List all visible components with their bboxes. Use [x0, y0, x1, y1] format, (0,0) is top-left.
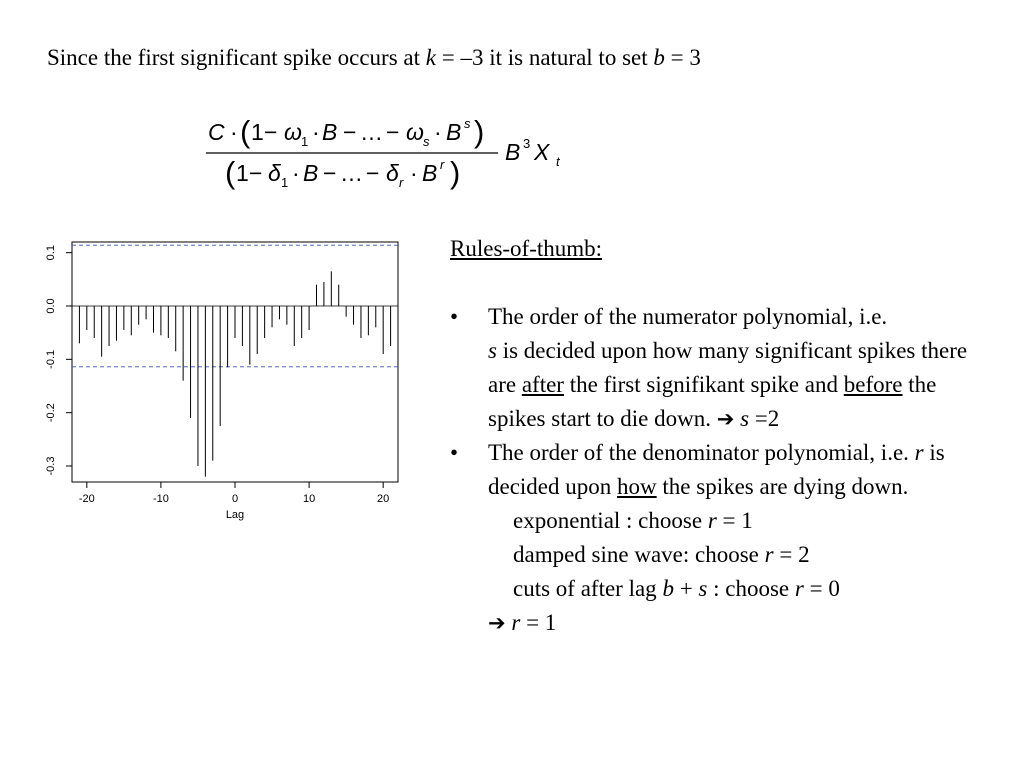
backshift-b: B: [303, 160, 319, 186]
backshift-b: B: [446, 119, 462, 145]
one: 1: [236, 160, 249, 186]
rule-denominator: [450, 436, 995, 504]
arrow-right-icon: ➔: [488, 611, 506, 635]
rule-text: = 1: [520, 610, 557, 635]
rule-text: =2: [749, 406, 780, 431]
series-x: X: [534, 139, 550, 165]
ellipsis: …: [360, 119, 383, 145]
ellipsis: …: [340, 160, 363, 186]
minus-sign: −: [366, 160, 380, 186]
plot-frame: [72, 242, 398, 482]
superscript-s: s: [464, 116, 471, 131]
emphasis-before: before: [843, 372, 903, 397]
dot-operator: ·: [292, 160, 300, 186]
minus-sign: −: [386, 119, 400, 145]
arrow-right-icon: ➔: [716, 407, 735, 431]
intro-text-3: = 3: [664, 45, 701, 70]
right-paren: ): [474, 114, 485, 149]
rule-cut-off: [450, 572, 995, 606]
rule-text: = 2: [773, 542, 810, 567]
intro-text-2: = –3 it is natural to set: [435, 45, 654, 70]
y-tick-label: 0.1: [45, 245, 57, 261]
variable-r: r: [794, 576, 804, 601]
delta-1: δ: [268, 160, 281, 186]
backshift-b: B: [505, 139, 521, 165]
y-tick-label: 0.0: [45, 298, 57, 314]
spacer: [450, 266, 995, 300]
left-paren: (: [240, 114, 251, 149]
dot-operator: ·: [312, 119, 320, 145]
rule-text: damped sine wave: choose: [513, 542, 765, 567]
rule-text: = 0: [803, 576, 840, 601]
variable-s: s: [488, 338, 497, 363]
rule-text: The order of the denominator polynomial, i.e.: [488, 440, 915, 465]
variable-r: r: [764, 542, 774, 567]
variable-b: b: [662, 576, 674, 601]
rule-text: is decided upon: [488, 440, 945, 499]
backshift-b: B: [422, 160, 438, 186]
rule-exponential: [450, 504, 995, 538]
variable-r: r: [707, 508, 717, 533]
subscript-r: r: [399, 175, 404, 190]
minus-sign: −: [323, 160, 337, 186]
bullet: •: [450, 440, 459, 465]
minus-sign: −: [264, 119, 278, 145]
formula-suffix: [505, 136, 561, 169]
minus-sign: −: [343, 119, 357, 145]
rule-text: +: [673, 576, 699, 601]
dot-operator: ·: [230, 119, 238, 145]
rule-text: exponential : choose: [513, 508, 708, 533]
rules-of-thumb: [450, 232, 995, 640]
rule-text: the first signifikant spike and: [563, 372, 844, 397]
transfer-function-formula: [200, 104, 580, 196]
variable-b: b: [653, 45, 665, 70]
rule-numerator: [450, 300, 995, 436]
rules-list: [450, 300, 995, 504]
omega-s: ω: [406, 119, 424, 145]
omega-1: ω: [284, 119, 302, 145]
variable-s: s: [740, 406, 750, 431]
backshift-b: B: [322, 119, 338, 145]
variable-r: r: [914, 440, 924, 465]
rule-text: The order of the numerator polynomial, i.e.: [488, 304, 888, 329]
rule-text: the spikes start to die down.: [488, 372, 937, 431]
rule-text: cuts of after lag: [513, 576, 663, 601]
subscript-1: 1: [301, 134, 309, 149]
rule-text: the spikes are dying down.: [656, 474, 909, 499]
left-paren: (: [225, 155, 236, 190]
emphasis-after: after: [521, 372, 564, 397]
x-tick-label: 0: [231, 493, 239, 505]
delta-r: δ: [386, 160, 399, 186]
x-tick-label: -10: [152, 493, 169, 505]
superscript-r: r: [440, 157, 445, 172]
rule-conclusion: [450, 606, 995, 640]
rule-text: : choose: [707, 576, 795, 601]
variable-k: k: [425, 45, 436, 70]
x-tick-label: 10: [302, 493, 316, 505]
rule-text: is decided upon how many significant spikes there are: [488, 338, 968, 397]
intro-sentence: [47, 44, 701, 72]
bullet: •: [450, 304, 459, 329]
dot-operator: ·: [434, 119, 442, 145]
x-tick-label: -20: [78, 493, 95, 505]
dot-operator: ·: [410, 160, 418, 186]
rule-text: = 1: [716, 508, 753, 533]
y-tick-label: -0.2: [45, 403, 57, 423]
y-tick-label: -0.3: [45, 456, 57, 476]
x-axis-label: Lag: [225, 509, 245, 521]
cross-correlation-chart: [30, 232, 410, 527]
denominator: [225, 155, 460, 190]
x-tick-label: 20: [377, 493, 390, 505]
variable-r: r: [511, 610, 521, 635]
minus-sign: −: [249, 160, 263, 186]
rule-damped-sine: [450, 538, 995, 572]
subscript-s: s: [423, 134, 430, 149]
numerator: [208, 114, 484, 149]
intro-text-1: Since the first significant spike occurs at: [47, 45, 426, 70]
right-paren: ): [450, 155, 461, 190]
rules-heading: Rules-of-thumb:: [450, 236, 603, 261]
constant-c: C: [208, 119, 225, 145]
superscript-3: 3: [523, 136, 531, 151]
subscript-t: t: [556, 154, 560, 169]
subscript-1: 1: [281, 175, 289, 190]
y-tick-label: -0.1: [45, 349, 58, 369]
variable-s: s: [698, 576, 708, 601]
one: 1: [251, 119, 264, 145]
emphasis-how: how: [617, 474, 657, 499]
